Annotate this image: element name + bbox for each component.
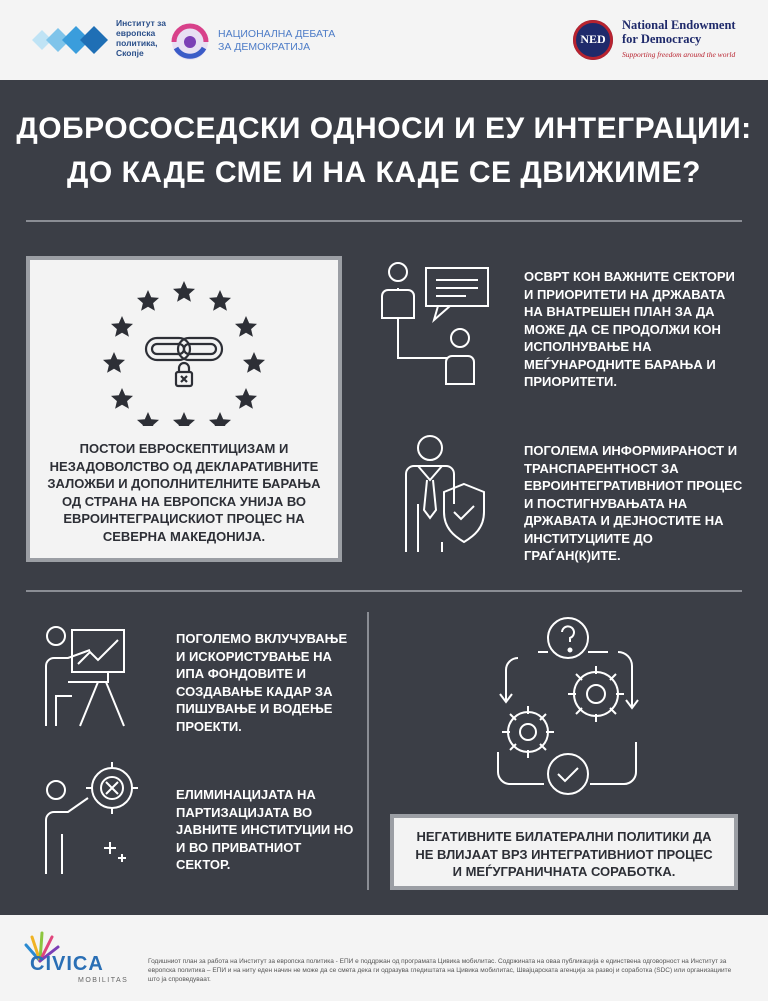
divider-vertical [367, 612, 369, 890]
debate-logo-icon [170, 22, 210, 62]
bilateral-box [390, 814, 738, 890]
eu-box-text: ПОСТОИ ЕВРОСКЕПТИЦИЗАМ И НЕЗАДОВОЛСТВО ОД ДЕКЛАРАТИВНИТЕ ЗАЛОЖБИ И ДОПОЛНИТЕЛНИТЕ БАРАЊА ОД СТРАНА НА ЕВРОПСКА УНИЈА ВО ЕВРОИНТЕГРАЦИСКИОТ ПРОЦЕС НА СЕВЕРНА МАКЕДОНИЈА. [47, 441, 321, 544]
page-title-line-2: ДО КАДЕ СМЕ И НА КАДЕ СЕ ДВИЖИМЕ? [67, 156, 701, 189]
point-ipa: ПОГОЛЕМО ВКЛУЧУВАЊЕ И ИСКОРИСТУВАЊЕ НА ИПА ФОНДОВИТЕ И СОЗДАВАЊЕ КАДАР ЗА ПИШУВАЊЕ И ВОДЕЊЕ ПРОЕКТИ. [176, 631, 348, 734]
civica-logo-text: CIVICA [30, 953, 104, 975]
people-dialogue-icon [376, 256, 496, 386]
bilateral-box-text: НЕГАТИВНИТЕ БИЛАТЕРАЛНИ ПОЛИТИКИ ДА НЕ ВЛИЈААТ ВРЗ ИНТЕГРАТИВНИОТ ПРОЦЕС И МЕЃУГРАНИЧНАТА СОРАБОТКА. [415, 829, 713, 879]
point-sectors: ОСВРТ КОН ВАЖНИТЕ СЕКТОРИ И ПРИОРИТЕТИ НА ДРЖАВАТА НА ВНАТРЕШЕН ПЛАН ЗА ДА МОЖЕ ДА СЕ ПРОДОЛЖИ КОН ИСПОЛНУВАЊЕ НА МЕЃУНАРОДНИТЕ БАРАЊА И ПРИОРИТЕТИ. [524, 269, 735, 389]
point-partisan: ЕЛИМИНАЦИЈАТА НА ПАРТИЗАЦИЈАТА ВО ЈАВНИТЕ ИНСТИТУЦИИ НО И ВО ПРИВАТНИОТ СЕКТОР. [176, 787, 354, 872]
eu-box [26, 256, 342, 562]
ned-tagline: Supporting freedom around the world [622, 50, 736, 59]
ned-badge: NED [580, 32, 606, 46]
target-eliminate-icon [38, 760, 138, 880]
ned-name: National Endowment for Democracy [622, 18, 736, 46]
epi-logo-icon [30, 24, 112, 56]
footer-bar [0, 915, 768, 1001]
mobilitas-logo-text: MOBILITAS [78, 977, 129, 984]
footer-disclaimer: Годишниот план за работа на Институт за европска политика - ЕПИ е поддржан од програмата Цивика мобилитас. Содржината на оваа публикација е единствена одговорност на Институт за европска политика – ЕПИ и на ниту еден начин не може да се смета дека ги одразува гледиштата на Цивика мобилитас, Швајцарската агенција за развој и соработка (SDC) или организациите што ја спроведуваат. [148, 958, 732, 983]
page-title-line-1: ДОБРОСОСЕДСКИ ОДНОСИ И ЕУ ИНТЕГРАЦИИ: [16, 112, 752, 145]
presenter-chart-icon [38, 622, 138, 732]
debate-logo-text: НАЦИОНАЛНА ДЕБАТА ЗА ДЕМОКРАТИЈА [218, 28, 336, 53]
gears-process-icon [478, 612, 658, 802]
ned-logo-icon [573, 20, 613, 60]
divider-top [26, 220, 742, 222]
official-shield-icon [398, 432, 488, 562]
eu-stars-chain-icon [102, 276, 266, 426]
header-bar [0, 0, 768, 80]
divider-middle [26, 590, 742, 592]
point-transparency: ПОГОЛЕМА ИНФОРМИРАНОСТ И ТРАНСПАРЕНТНОСТ ЗА ЕВРОИНТЕГРАТИВНИОТ ПРОЦЕС И ПОСТИГНУВАЊАТА НА ДРЖАВАТА И ДЕЈНОСТИТЕ НА ИНСТИТУЦИИТЕ ДО ГРАЃАН(К)ИТЕ. [524, 443, 743, 563]
epi-logo-text: Институт за европска политика, Скопје [116, 18, 166, 58]
